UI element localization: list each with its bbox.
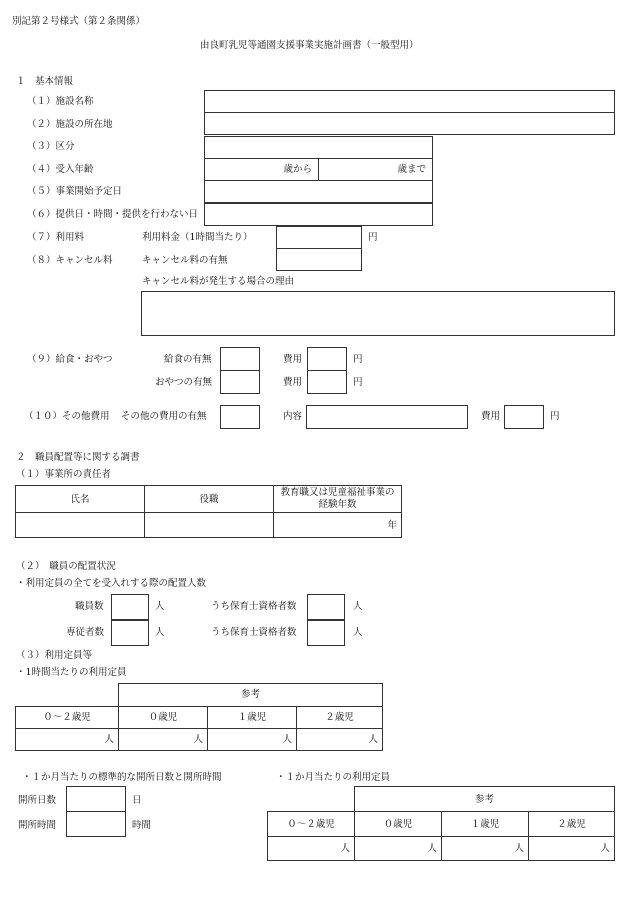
other-cost-unit: 円 [550, 411, 560, 422]
hourly-reference-text: 参考 [240, 689, 260, 700]
staff-count-field[interactable] [111, 594, 149, 620]
cancel-reason-label: キャンセル料が発生する場合の理由 [142, 276, 295, 287]
open-days-label: 開所日数 [18, 795, 57, 806]
cancel-has-field[interactable] [276, 248, 362, 271]
monthly-col-0: ０歳児 [355, 812, 442, 837]
person-unit: 人 [104, 734, 114, 745]
days-hours-label: （６）提供日・時間・提供を行わない日 [27, 209, 199, 220]
dedicated-qualified-unit: 人 [353, 627, 363, 638]
resp-years-cell[interactable] [274, 513, 402, 538]
open-hours-unit: 時間 [132, 820, 152, 831]
meal-has-label: 給食の有無 [164, 354, 212, 365]
open-hours-label: 開所時間 [18, 820, 57, 831]
fee-sub-label: 利用料金（1時間当たり） [142, 232, 253, 243]
age-from-field[interactable] [204, 158, 319, 181]
dedicated-qualified-label: うち保育士資格者数 [211, 627, 297, 638]
resp-col-name: 氏名 [16, 486, 145, 513]
capacity-heading: （３）利用定員等 [16, 650, 93, 661]
person-unit: 人 [282, 734, 292, 745]
start-date-field[interactable] [204, 180, 433, 203]
cancel-reason-field[interactable] [141, 291, 615, 336]
hourly-col-0-2: ０～２歳児 [16, 707, 119, 729]
person-unit: 人 [340, 843, 350, 854]
meal-cost-label: 費用 [283, 354, 303, 365]
staff-count-unit: 人 [155, 601, 165, 612]
person-unit: 人 [193, 734, 203, 745]
hourly-cell-2[interactable] [297, 729, 383, 751]
dedicated-unit: 人 [155, 627, 165, 638]
facility-name-field[interactable] [204, 90, 615, 113]
hourly-capacity-bullet: ・1時間当たりの利用定員 [16, 667, 127, 678]
hourly-col-0: ０歳児 [119, 707, 208, 729]
person-unit: 人 [600, 843, 610, 854]
monthly-col-1: １歳児 [442, 812, 529, 837]
year-unit: 年 [387, 519, 397, 531]
monthly-reference-header [354, 786, 615, 812]
content-label: 内容 [283, 411, 303, 422]
age-from-unit: 歳から [283, 164, 312, 175]
monthly-cell-1[interactable] [442, 837, 529, 861]
age-to-unit: 歳まで [397, 164, 426, 175]
days-hours-field[interactable] [204, 203, 433, 226]
open-days-unit: 日 [132, 795, 142, 806]
resp-col-experience: 教育職又は児童福祉事業の経験年数 [274, 486, 402, 513]
staff-count-label: 職員数 [75, 601, 104, 612]
cancel-label: （８）キャンセル料 [27, 255, 113, 266]
monthly-cell-0-2[interactable] [268, 837, 355, 861]
hourly-capacity-table [15, 706, 383, 751]
responsible-heading: （１）事業所の責任者 [16, 469, 112, 480]
page-title: 由良町乳児等通園支援事業実施計画書（一般型用） [200, 40, 419, 51]
monthly-col-2: ２歳児 [529, 812, 615, 837]
category-label: （３）区分 [27, 141, 75, 152]
open-days-field[interactable] [66, 786, 126, 812]
staff-qualified-unit: 人 [353, 601, 363, 612]
staff-heading: （２） 職員の配置状況 [16, 561, 116, 572]
meal-cost-unit: 円 [353, 354, 363, 365]
content-field[interactable] [306, 405, 468, 429]
monthly-reference-text: 参考 [474, 794, 494, 805]
facility-name-label: （１）施設名称 [27, 96, 94, 107]
snack-has-field[interactable] [220, 370, 260, 394]
other-has-field[interactable] [220, 405, 260, 429]
hourly-col-1: １歳児 [208, 707, 297, 729]
monthly-cell-0[interactable] [355, 837, 442, 861]
other-cost-field[interactable] [504, 405, 544, 429]
person-unit: 人 [368, 734, 378, 745]
resp-col-position: 役職 [145, 486, 274, 513]
age-to-field[interactable] [318, 158, 433, 181]
monthly-open-bullet: ・１か月当たりの標準的な開所日数と開所時間 [22, 772, 222, 783]
open-hours-field[interactable] [66, 811, 126, 837]
cancel-sub-label: キャンセル料の有無 [142, 255, 228, 266]
hourly-cell-1[interactable] [208, 729, 297, 751]
monthly-capacity-table [267, 811, 615, 861]
form-id: 別記第２号様式（第２条関係） [12, 16, 146, 27]
section-2-heading: ２ 職員配置等に関する調書 [16, 452, 140, 463]
age-range-label: （４）受入年齢 [27, 164, 94, 175]
fee-unit: 円 [368, 232, 378, 243]
snack-cost-field[interactable] [307, 370, 347, 394]
monthly-capacity-bullet: ・１か月当たりの利用定員 [276, 772, 391, 783]
dedicated-field[interactable] [111, 620, 149, 646]
person-unit: 人 [427, 843, 437, 854]
category-field[interactable] [204, 136, 433, 159]
hourly-cell-0-2[interactable] [16, 729, 119, 751]
resp-name-cell[interactable] [16, 513, 145, 538]
hourly-col-2: ２歳児 [297, 707, 383, 729]
hourly-cell-0[interactable] [119, 729, 208, 751]
snack-cost-label: 費用 [283, 377, 303, 388]
dedicated-qualified-field[interactable] [307, 620, 345, 646]
resp-position-cell[interactable] [145, 513, 274, 538]
staff-qualified-field[interactable] [307, 594, 345, 620]
staff-bullet: ・利用定員の全てを受入れする際の配置人数 [16, 578, 207, 589]
start-date-label: （５）事業開始予定日 [27, 186, 123, 197]
meal-has-field[interactable] [220, 347, 260, 371]
staff-qualified-label: うち保育士資格者数 [211, 601, 297, 612]
dedicated-label: 専従者数 [66, 627, 105, 638]
other-cost-label: （１０）その他費用 [24, 411, 110, 422]
meals-label: （９）給食・おやつ [27, 354, 113, 365]
facility-address-label: （２）施設の所在地 [27, 119, 113, 130]
meal-cost-field[interactable] [307, 347, 347, 371]
other-cost-fee-label: 費用 [481, 411, 501, 422]
section-1-heading: １ 基本情報 [16, 76, 74, 87]
monthly-col-0-2: ０～２歳児 [268, 812, 355, 837]
person-unit: 人 [514, 843, 524, 854]
fee-label: （７）利用料 [27, 232, 85, 243]
snack-has-label: おやつの有無 [155, 377, 213, 388]
fee-field[interactable] [276, 226, 362, 249]
responsible-table [15, 485, 402, 538]
other-has-label: その他の費用の有無 [121, 411, 207, 422]
snack-cost-unit: 円 [353, 377, 363, 388]
hourly-reference-header [118, 683, 383, 707]
monthly-cell-2[interactable] [529, 837, 615, 861]
facility-address-field[interactable] [204, 112, 615, 135]
